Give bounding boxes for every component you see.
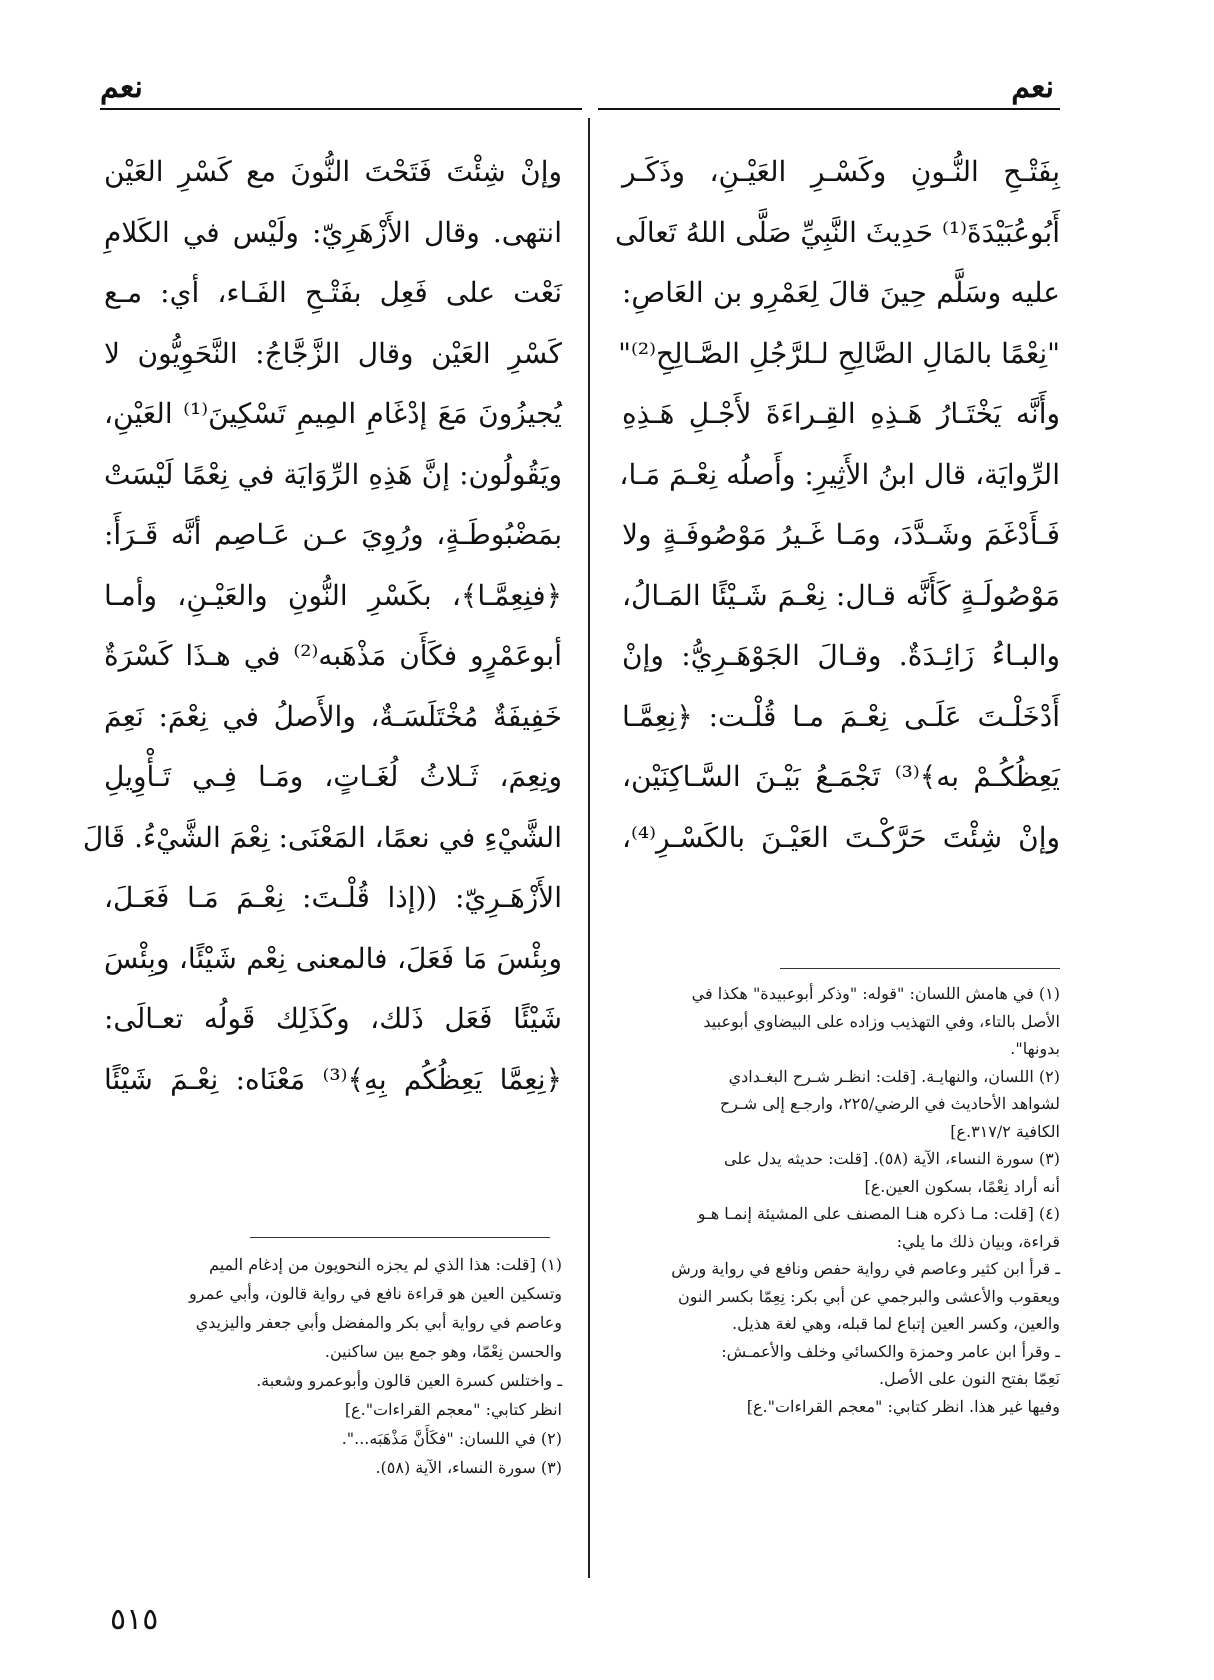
footnote-line: والحسن نِعْمّا، وهو جمع بين ساكنين.	[324, 1342, 562, 1361]
footnote-line: والعين، وكسر العين إتباع لما قبله، وهي لغة هذيل.	[732, 1314, 1060, 1333]
footnote-line: انظر كتابي: "معجم القراءات".ع]	[344, 1400, 562, 1419]
footnote-line: الكافية ٣١٧/٢.ع]	[950, 1121, 1060, 1141]
text-line: يَعِظُكُـمْ به﴾⁽³⁾ تَجْمَـعُ بَيْـنَ السَّـاكِنَيْن،	[622, 760, 1060, 793]
footnote-line: (١) [قلت: هذا الذي لم يجزه النحويون من إدغام الميم	[209, 1255, 562, 1274]
footnote-line: (٣) سورة النساء، الآية (٥٨).	[375, 1458, 562, 1477]
text-line: مَوْصُولَـةٍ كَأَنَّه قـال: نِعْـمَ شَـيْئًا المَـالُ،	[622, 578, 1060, 612]
header-rule-right	[598, 108, 1060, 110]
running-header-right: نعم	[1011, 70, 1054, 105]
text-line: وإنْ شِئْتَ فَتَحْتَ النُّونَ مع كَسْرِ العَيْن	[104, 155, 562, 188]
footnote-line: ـ واختلس كسرة العين قالون وأبوعمرو وشعبة.	[256, 1371, 562, 1390]
footnote-line: (٣) سورة النساء، الآية (٥٨). [قلت: حديثه يدل على	[724, 1149, 1060, 1168]
footnote-line: (٢) في اللسان: "فكَأَنَّ مَذْهَبَه...".	[341, 1429, 562, 1448]
text-line: وبِئْسَ مَا فَعَلَ، فالمعنى نِعْم شَيْئًا، وبِئْسَ	[104, 941, 562, 975]
footnote-line: وعاصم في رواية أبي بكر والمفضل وأبي جعفر واليزيدي	[195, 1313, 562, 1332]
text-line: كَسْرِ العَيْن وقال الزَّجَّاجُ: النَّحَوِيُّون لا	[104, 336, 562, 370]
footnote-line: وفيها غير هذا. انظر كتابي: "معجم القراءات".ع]	[746, 1396, 1060, 1416]
text-line: الأَزْهَـرِيّ: ((إذا قُلْـتَ: نِعْـمَ مَـا فَعَـلَ،	[104, 881, 562, 914]
footnote-line: ـ قرأ ابن كثير وعاصم في رواية حفص ونافع في رواية ورش	[671, 1259, 1060, 1278]
text-line: ﴿نِعِمَّا يَعِظُكُم بِهِ﴾⁽³⁾ مَعْنَاه: نِعْـمَ شَيْئًا	[104, 1062, 562, 1096]
text-line: بمَضْبُوطَـةٍ، ورُوِيَ عـن عَـاصِم أنَّه قَـرَأَ:	[104, 518, 562, 551]
text-line: وإنْ شِئْتَ حَرَّكْـتَ العَيْـنَ بالكَسْـرِ⁽⁴⁾،	[622, 820, 1060, 854]
right-footnotes	[622, 980, 1060, 1420]
footnote-line: نَعِمّا بفتح النون على الأصل.	[878, 1369, 1060, 1388]
column-divider	[588, 118, 590, 1578]
text-line: ﴿فنِعِمَّـا﴾، بكَسْرِ النُّونِ والعَيْـنِ، وأمـا	[104, 578, 562, 612]
left-footnotes	[104, 1250, 562, 1482]
text-line: يُجيزُونَ مَعَ إدْغَامِ المِيمِ تَسْكِينَ⁽¹⁾ العَيْنِ،	[104, 397, 562, 430]
text-line: الشَّيْءِ في نعمًا، المَعْنَى: نِعْمَ الشَّيْءُ. قَالَ	[82, 820, 562, 854]
text-line: ويَقُولُون: إنَّ هَذِهِ الرِّوَايَة في نِعْمًا لَيْسَتْ	[104, 457, 562, 491]
footnote-line: الأصل بالتاء، وفي التهذيب وزاده على البيضاوي أبوعبيد	[703, 1011, 1060, 1031]
footnote-line: وتسكين العين هو قراءة نافع في رواية قالون، وأبي عمرو	[189, 1284, 562, 1303]
text-line: ونِعِمَ، ثَـلاثُ لُغَـاتٍ، ومَـا فِـي تَـأْوِيلِ	[104, 760, 562, 793]
footnote-line: ـ وقرأ ابن عامر وحمزة والكسائي وخلف والأعمـش:	[721, 1341, 1060, 1361]
text-line: شَيْئًا فَعَل ذَلك، وكَذَلِك قَولُه تعـالَى:	[104, 1002, 562, 1035]
footnote-separator-left	[250, 1237, 550, 1238]
footnote-line: قراءة، وبيان ذلك ما يلي:	[896, 1231, 1060, 1251]
footnote-line: ويعقوب والأعشى والبرجمي عن أبي بكر: نِعِمّا بكسر النون	[678, 1286, 1060, 1306]
text-line: والبـاءُ زَائِـدَةٌ. وقـالَ الجَوْهَـرِيُّ: وإنْ	[622, 639, 1060, 672]
footnote-line: (١) في هامش اللسان: "قوله: "وذكر أبوعبيدة" هكذا في	[691, 984, 1060, 1003]
text-line: بِفَتْـحِ النُّـونِ وكَسْـرِ العَيْـنِ، وذَكَـر	[622, 155, 1060, 188]
text-line: نَعْت على فَعِل بفَتْـحِ الفَـاء، أي: مـع	[104, 276, 562, 309]
footnote-separator-right	[780, 968, 1060, 969]
footnote-line: لشواهد الأحاديث في الرضي/٢٢٥، وارجـع إلى شـرح	[719, 1094, 1060, 1113]
header-rule-left	[100, 108, 582, 110]
text-line: عليه وسَلَّم حِينَ قالَ لِعَمْرِو بن العَاصِ:	[622, 276, 1060, 309]
text-line: أَدْخَلْـتَ عَلَـى نِعْـمَ مـا قُلْـت: ﴿نِعِمَّـا	[622, 699, 1060, 733]
left-column-text	[82, 142, 562, 1110]
page-number: ٥١٥	[110, 1602, 159, 1637]
text-line: أبوعَمْرٍو فكَأَن مَذْهَبه⁽²⁾ في هـذَا كَسْرَةٌ	[104, 639, 562, 672]
text-line: فَـأَدْغَمَ وشَـدَّدَ، ومَـا غَـيرُ مَوْصُوفَـةٍ ولا	[622, 518, 1060, 551]
text-line: خَفِيفَةٌ مُخْتَلَسَـةٌ، والأَصلُ في نِعْمَ: نَعِمَ	[104, 699, 562, 733]
footnote-line: (٤) [قلت: مـا ذكره هنـا المصنف على المشيئة إنمـا هـو	[697, 1204, 1060, 1223]
text-line: وأَنَّه يَخْتَـارُ هَـذِهِ القِـراءَةَ لأَجْـلِ هَـذِهِ	[622, 397, 1060, 430]
text-line: أَبُوعُبَيْدَةَ⁽¹⁾ حَدِيثَ النَّبِيِّ صَلَّى اللهُ تَعالَى	[614, 215, 1060, 249]
text-line: انتهى. وقال الأَزْهَرِيّ: ولَيْس في الكَلامِ	[104, 215, 562, 249]
right-column-text	[614, 142, 1060, 868]
text-line: "نِعْمًا بالمَالِ الصَّالِحِ لـلرَّجُلِ الصَّـالِحِ⁽²⁾"	[618, 336, 1060, 370]
running-header-left: نعم	[100, 70, 143, 105]
footnote-line: (٢) اللسان، والنهايـة. [قلت: انظـر شـرح البغـدادي	[728, 1066, 1060, 1086]
footnote-line: بدونها".	[1010, 1039, 1060, 1058]
text-line: الرِّوايَة، قال ابنُ الأَثِيرِ: وأَصلُه نِعْـمَ مَـا،	[619, 457, 1060, 491]
footnote-line: أنه أراد نِعْمًا، بسكون العين.ع]	[864, 1176, 1060, 1196]
